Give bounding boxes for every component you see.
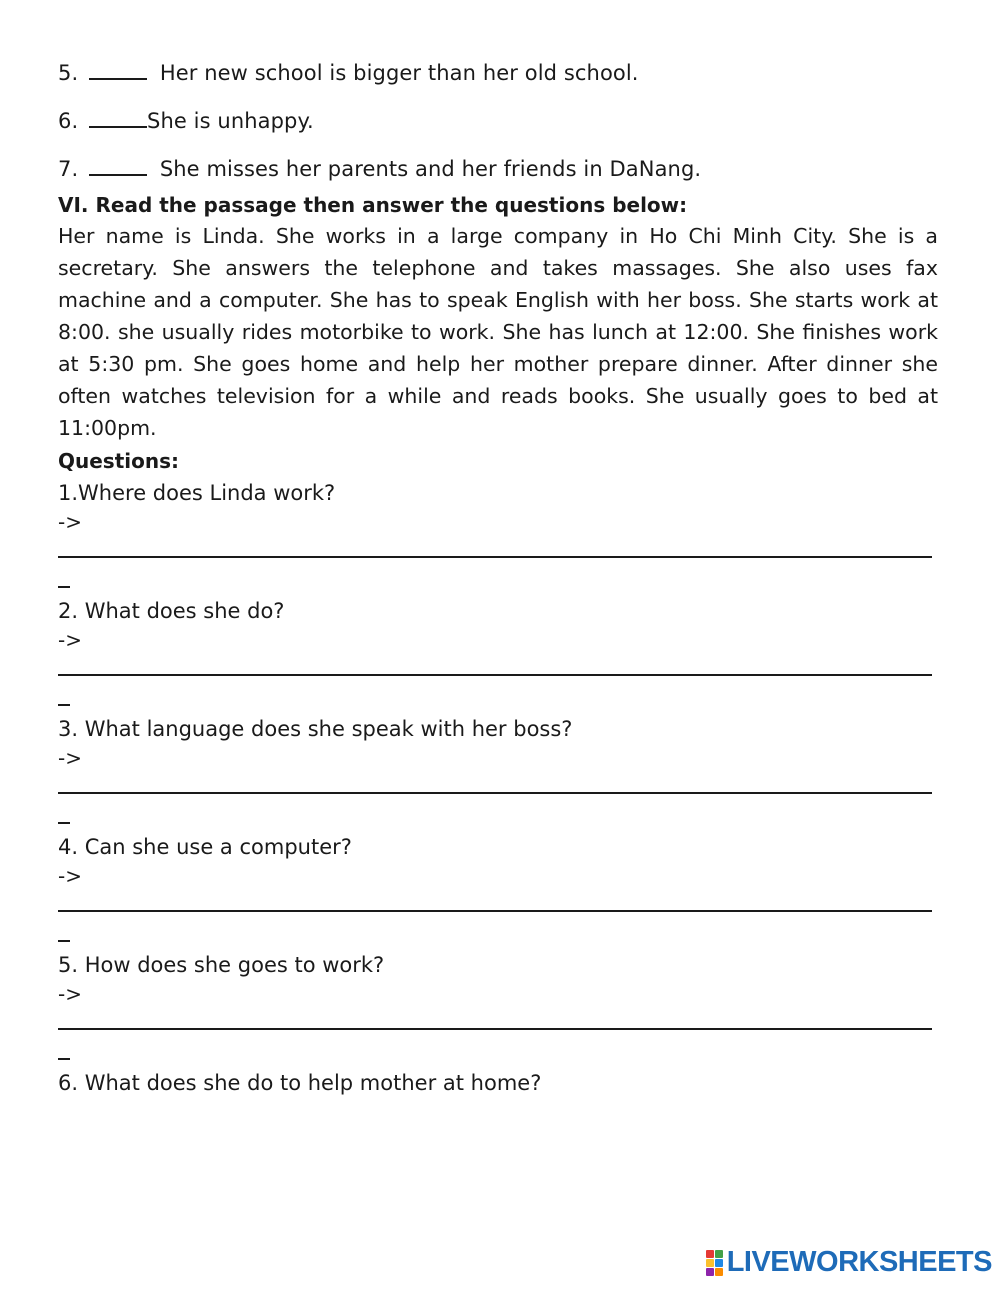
- answer-arrow: ->: [58, 628, 82, 652]
- logo-block: [715, 1259, 723, 1267]
- answer-arrow: ->: [58, 510, 82, 534]
- question-text: 1.Where does Linda work?: [58, 481, 336, 505]
- question-block-1: [58, 478, 938, 594]
- liveworksheets-logo: [706, 1246, 992, 1279]
- logo-block: [706, 1250, 714, 1258]
- section-heading: VI. Read the passage then answer the questions below:: [58, 193, 688, 217]
- question-block-2: [58, 596, 938, 712]
- question-text: 5. How does she goes to work?: [58, 953, 385, 977]
- logo-blocks-icon: [706, 1250, 723, 1276]
- answer-line[interactable]: [58, 654, 938, 712]
- answer-line[interactable]: [58, 1008, 938, 1066]
- answer-line[interactable]: [58, 536, 938, 594]
- answer-line[interactable]: [58, 772, 938, 830]
- logo-block: [706, 1259, 714, 1267]
- answer-arrow: ->: [58, 746, 82, 770]
- tf-answer-blank[interactable]: [89, 58, 147, 80]
- question-text: 4. Can she use a computer?: [58, 835, 352, 859]
- brand-name: LIVEWORKSHEETS: [726, 1246, 992, 1278]
- question-block-3: [58, 714, 938, 830]
- tf-item-text: Her new school is bigger than her old school.: [159, 61, 639, 85]
- tf-item-text: She is unhappy.: [147, 109, 314, 133]
- tf-item-5: [58, 58, 938, 88]
- question-block-4: [58, 832, 938, 948]
- tf-item-number: 5.: [58, 61, 79, 85]
- logo-block: [706, 1268, 714, 1276]
- logo-block: [715, 1268, 723, 1276]
- tf-item-number: 7.: [58, 157, 79, 181]
- reading-passage: Her name is Linda. She works in a large company in Ho Chi Minh City. She is a secretary. She answers the telephone and takes massages. She also uses fax machine and a computer. She has to speak English with her boss. She starts work at 8:00. she usually rides motorbike to work. She has lunch at 12:00. She finishes work at 5:30 pm. She goes home and help her mother prepare dinner. After dinner she often watches television for a while and reads books. She usually goes to bed at 11:00pm.: [58, 224, 938, 440]
- question-block-5: [58, 950, 938, 1066]
- tf-item-text: She misses her parents and her friends in DaNang.: [159, 157, 702, 181]
- question-text: 6. What does she do to help mother at home?: [58, 1071, 542, 1095]
- logo-block: [715, 1250, 723, 1258]
- question-block-6: [58, 1068, 938, 1098]
- tf-answer-blank[interactable]: [89, 106, 147, 128]
- tf-item-6: [58, 106, 938, 136]
- worksheet-page: [58, 58, 938, 1098]
- answer-arrow: ->: [58, 982, 82, 1006]
- tf-answer-blank[interactable]: [89, 154, 147, 176]
- question-text: 2. What does she do?: [58, 599, 285, 623]
- tf-item-7: [58, 154, 938, 184]
- questions-heading: Questions:: [58, 449, 180, 473]
- answer-arrow: ->: [58, 864, 82, 888]
- answer-line[interactable]: [58, 890, 938, 948]
- question-text: 3. What language does she speak with her boss?: [58, 717, 573, 741]
- tf-item-number: 6.: [58, 109, 79, 133]
